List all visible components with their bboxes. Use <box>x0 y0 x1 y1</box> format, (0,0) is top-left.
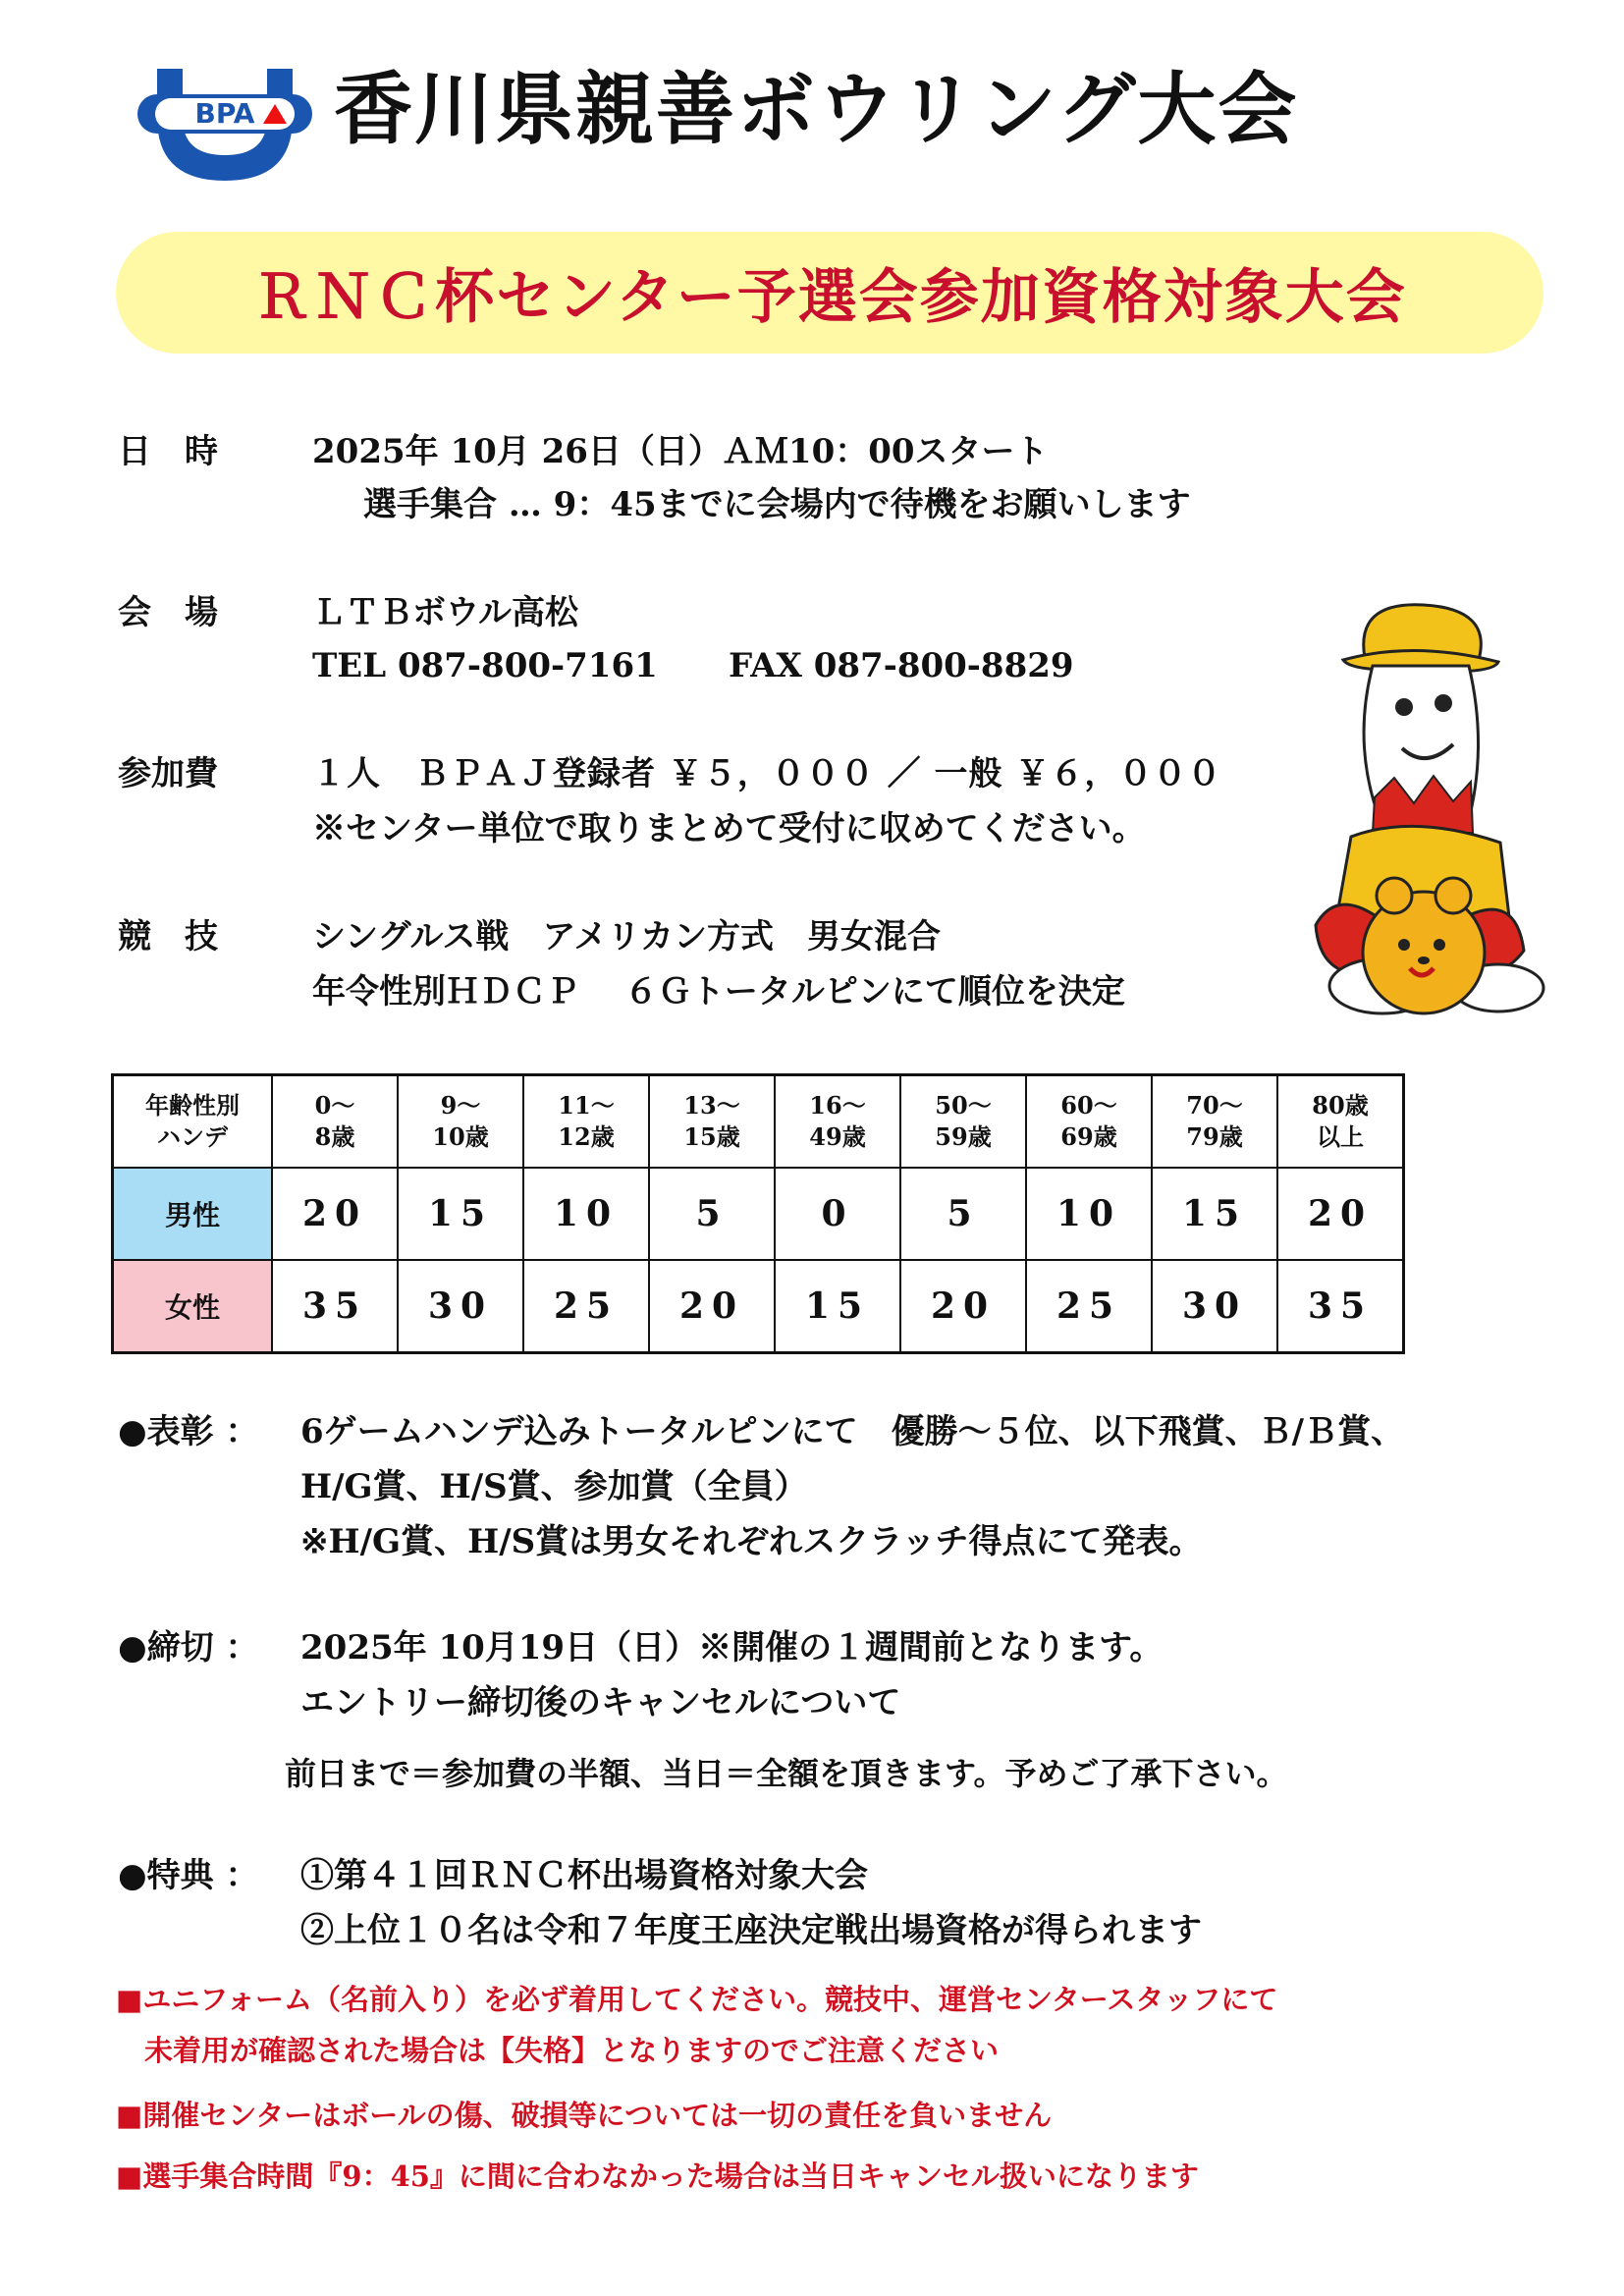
male-hdcp-cell: 10 <box>523 1168 649 1260</box>
female-label: 女性 <box>113 1260 273 1353</box>
female-hdcp-cell: 35 <box>272 1260 398 1353</box>
age-group-header <box>398 1075 523 1169</box>
female-hdcp-cell: 15 <box>775 1260 900 1353</box>
awards-line2: H/G賞、H/S賞、参加賞（全員） <box>300 1467 808 1506</box>
age-group-header <box>523 1075 649 1169</box>
male-hdcp-cell: 15 <box>1152 1168 1277 1260</box>
male-hdcp-cell: 5 <box>649 1168 775 1260</box>
bpaj-logo <box>137 61 312 189</box>
age-to: 59歳 <box>935 1122 992 1151</box>
age-from: 13～ <box>683 1090 740 1120</box>
female-hdcp-cell: 30 <box>398 1260 523 1353</box>
awards-line3: ※H/G賞、H/S賞は男女それぞれスクラッチ得点にて発表。 <box>300 1522 1203 1561</box>
age-from: 11～ <box>558 1090 615 1120</box>
male-hdcp-cell: 5 <box>900 1168 1026 1260</box>
male-hdcp-cell: 20 <box>272 1168 398 1260</box>
event-ranking: 年令性別ＨＤＣＰ ６Ｇトータルピンにて順位を決定 <box>312 972 1125 1011</box>
event-label: 競 技 <box>118 917 218 957</box>
fee-label: 参加費 <box>118 754 218 793</box>
notice-late-arrival: ■選手集合時間『9：45』に間に合わなかった場合は当日キャンセル扱いになります <box>116 2159 1199 2193</box>
date-text: 2025年 10月 26日（日）ＡＭ10：00スタート <box>312 432 1049 471</box>
female-hdcp-cell: 20 <box>649 1260 775 1353</box>
logo-text: BPA <box>194 97 255 130</box>
male-hdcp-cell: 15 <box>398 1168 523 1260</box>
benefits-label: ●特典 ： <box>118 1856 259 1895</box>
bowling-pin-mascot <box>1257 601 1551 1035</box>
age-from: 0～ <box>314 1090 355 1120</box>
age-group-header <box>272 1075 398 1169</box>
age-group-header <box>775 1075 900 1169</box>
table-row-male <box>113 1168 1404 1260</box>
male-hdcp-cell: 20 <box>1277 1168 1404 1260</box>
female-hdcp-cell: 20 <box>900 1260 1026 1353</box>
subtitle-banner <box>116 232 1543 354</box>
table-row-female <box>113 1260 1404 1353</box>
male-hdcp-cell: 10 <box>1026 1168 1152 1260</box>
cancel-heading: エントリー締切後のキャンセルについて <box>300 1683 901 1722</box>
age-to: 以上 <box>1317 1122 1364 1151</box>
age-to: 49歳 <box>809 1122 866 1151</box>
age-group-header <box>649 1075 775 1169</box>
event-format: シングルス戦 アメリカン方式 男女混合 <box>312 917 942 957</box>
age-from: 70～ <box>1186 1090 1243 1120</box>
venue-tel: TEL 087-800-7161 <box>312 646 658 685</box>
page-title: 香川県親善ボウリング大会 <box>334 64 1299 155</box>
male-hdcp-cell: 0 <box>775 1168 900 1260</box>
age-group-header <box>1026 1075 1152 1169</box>
date-label: 日 時 <box>118 432 218 471</box>
corner-line1: 年齢性別 <box>145 1090 240 1120</box>
awards-label: ●表彰 ： <box>118 1412 259 1451</box>
notice-uniform: ■ユニフォーム（名前入り）を必ず着用してください。競技中、運営センタースタッフにて <box>116 1983 1278 2016</box>
age-from: 9～ <box>440 1090 481 1120</box>
corner-line2: ハンデ <box>157 1122 228 1151</box>
age-to: 12歳 <box>558 1122 615 1151</box>
female-hdcp-cell: 35 <box>1277 1260 1404 1353</box>
benefit-2: ②上位１０名は令和７年度王座決定戦出場資格が得られます <box>300 1911 1202 1950</box>
venue-label: 会 場 <box>118 593 218 632</box>
age-to: 79歳 <box>1186 1122 1243 1151</box>
assembly-text: 選手集合 … 9：45までに会場内で待機をお願いします <box>363 485 1191 524</box>
age-from: 50～ <box>935 1090 992 1120</box>
venue-name: ＬＴＢボウル高松 <box>312 593 578 632</box>
handicap-table <box>111 1073 1405 1354</box>
cancel-policy: 前日まで＝参加費の半額、当日＝全額を頂きます。予めご了承下さい。 <box>285 1755 1288 1792</box>
age-from: 80歳 <box>1312 1090 1369 1120</box>
fee-note: ※センター単位で取りまとめて受付に収めてください。 <box>312 809 1146 848</box>
age-group-header <box>900 1075 1026 1169</box>
female-hdcp-cell: 25 <box>1026 1260 1152 1353</box>
male-label: 男性 <box>113 1168 273 1260</box>
deadline-date: 2025年 10月19日（日）※開催の１週間前となります。 <box>300 1628 1164 1667</box>
age-from: 60～ <box>1060 1090 1117 1120</box>
fee-text: １人 ＢＰＡＪ登録者 ￥５，０００ ／ 一般 ￥６，０００ <box>312 754 1222 793</box>
age-to: 15歳 <box>683 1122 740 1151</box>
awards-line1: 6ゲームハンデ込みトータルピンにて 優勝～５位、以下飛賞、Ｂ/Ｂ賞、 <box>300 1412 1405 1451</box>
notice-uniform-cont: 未着用が確認された場合は【失格】となりますのでご注意ください <box>116 2034 1000 2067</box>
deadline-label: ●締切 ： <box>118 1628 259 1667</box>
age-to: 69歳 <box>1060 1122 1117 1151</box>
female-hdcp-cell: 25 <box>523 1260 649 1353</box>
female-hdcp-cell: 30 <box>1152 1260 1277 1353</box>
table-header-row <box>113 1075 1404 1169</box>
notice-ball-damage: ■開催センターはボールの傷、破損等については一切の責任を負いません <box>116 2099 1053 2132</box>
age-group-header <box>1152 1075 1277 1169</box>
age-from: 16～ <box>809 1090 866 1120</box>
table-corner <box>113 1075 273 1169</box>
age-group-header <box>1277 1075 1404 1169</box>
venue-fax: FAX 087-800-8829 <box>729 646 1074 685</box>
benefit-1: ①第４１回ＲＮＣ杯出場資格対象大会 <box>300 1856 868 1895</box>
age-to: 10歳 <box>432 1122 489 1151</box>
age-to: 8歳 <box>314 1122 355 1151</box>
subtitle-text: ＲＮＣ杯センター予選会参加資格対象大会 <box>252 263 1407 332</box>
